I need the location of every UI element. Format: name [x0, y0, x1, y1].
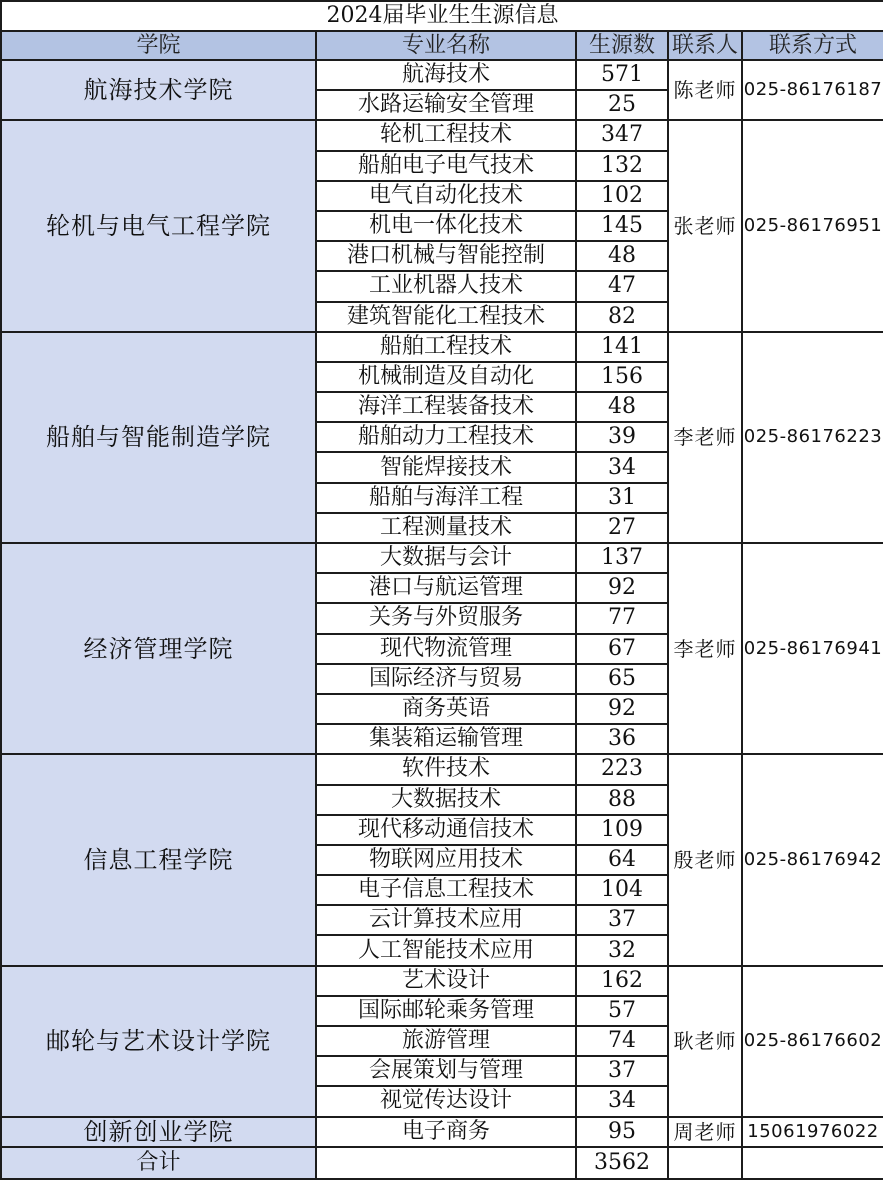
count-cell: 95	[576, 1117, 668, 1147]
count-cell: 104	[576, 875, 668, 905]
college-cell: 信息工程学院	[1, 754, 316, 965]
count-cell: 145	[576, 211, 668, 241]
table-row	[1, 1117, 883, 1147]
total-count: 3562	[576, 1147, 668, 1179]
major-cell: 大数据与会计	[316, 543, 576, 573]
count-cell: 137	[576, 543, 668, 573]
table-body	[1, 1, 883, 1179]
phone-cell: 025-86176602	[742, 966, 883, 1117]
count-cell: 141	[576, 332, 668, 362]
major-cell: 工业机器人技术	[316, 271, 576, 301]
major-cell: 国际邮轮乘务管理	[316, 996, 576, 1026]
major-cell: 人工智能技术应用	[316, 935, 576, 965]
count-cell: 109	[576, 815, 668, 845]
count-cell: 82	[576, 302, 668, 332]
phone-cell: 025-86176187	[742, 60, 883, 120]
major-cell: 会展策划与管理	[316, 1056, 576, 1086]
total-major-empty	[316, 1147, 576, 1179]
count-cell: 37	[576, 1056, 668, 1086]
college-cell: 经济管理学院	[1, 543, 316, 754]
contact-cell: 李老师	[668, 543, 742, 754]
major-cell: 国际经济与贸易	[316, 664, 576, 694]
college-cell: 创新创业学院	[1, 1117, 316, 1147]
table-title: 2024届毕业生生源信息	[1, 1, 883, 31]
count-cell: 162	[576, 966, 668, 996]
major-cell: 水路运输安全管理	[316, 90, 576, 120]
table-row	[1, 332, 883, 362]
phone-cell: 025-86176951	[742, 120, 883, 331]
major-cell: 商务英语	[316, 694, 576, 724]
count-cell: 102	[576, 181, 668, 211]
table-row	[1, 120, 883, 150]
table-row	[1, 966, 883, 996]
major-cell: 轮机工程技术	[316, 120, 576, 150]
count-cell: 48	[576, 241, 668, 271]
count-cell: 32	[576, 935, 668, 965]
major-cell: 船舶工程技术	[316, 332, 576, 362]
contact-cell: 殷老师	[668, 754, 742, 965]
count-cell: 39	[576, 422, 668, 452]
header-contact: 联系人	[668, 31, 742, 60]
count-cell: 65	[576, 664, 668, 694]
count-cell: 25	[576, 90, 668, 120]
major-cell: 海洋工程装备技术	[316, 392, 576, 422]
major-cell: 关务与外贸服务	[316, 603, 576, 633]
major-cell: 电气自动化技术	[316, 181, 576, 211]
college-cell: 航海技术学院	[1, 60, 316, 120]
count-cell: 37	[576, 905, 668, 935]
major-cell: 集装箱运输管理	[316, 724, 576, 754]
count-cell: 57	[576, 996, 668, 1026]
count-cell: 74	[576, 1026, 668, 1056]
table-row	[1, 60, 883, 90]
major-cell: 大数据技术	[316, 785, 576, 815]
contact-cell: 周老师	[668, 1117, 742, 1147]
table-row	[1, 754, 883, 784]
major-cell: 电子商务	[316, 1117, 576, 1147]
count-cell: 132	[576, 151, 668, 181]
header-phone: 联系方式	[742, 31, 883, 60]
count-cell: 36	[576, 724, 668, 754]
count-cell: 92	[576, 573, 668, 603]
count-cell: 67	[576, 634, 668, 664]
total-phone-empty	[742, 1147, 883, 1179]
header-count: 生源数	[576, 31, 668, 60]
major-cell: 工程测量技术	[316, 513, 576, 543]
major-cell: 港口与航运管理	[316, 573, 576, 603]
college-cell: 船舶与智能制造学院	[1, 332, 316, 543]
major-cell: 现代移动通信技术	[316, 815, 576, 845]
count-cell: 34	[576, 452, 668, 482]
contact-cell: 耿老师	[668, 966, 742, 1117]
total-row	[1, 1147, 883, 1179]
major-cell: 软件技术	[316, 754, 576, 784]
header-college: 学院	[1, 31, 316, 60]
count-cell: 92	[576, 694, 668, 724]
major-cell: 机械制造及自动化	[316, 362, 576, 392]
count-cell: 571	[576, 60, 668, 90]
phone-cell: 025-86176223	[742, 332, 883, 543]
college-cell: 轮机与电气工程学院	[1, 120, 316, 331]
major-cell: 航海技术	[316, 60, 576, 90]
count-cell: 347	[576, 120, 668, 150]
total-contact-empty	[668, 1147, 742, 1179]
header-row	[1, 31, 883, 60]
count-cell: 156	[576, 362, 668, 392]
count-cell: 88	[576, 785, 668, 815]
college-cell: 邮轮与艺术设计学院	[1, 966, 316, 1117]
phone-cell: 025-86176942	[742, 754, 883, 965]
title-row	[1, 1, 883, 31]
count-cell: 77	[576, 603, 668, 633]
header-major: 专业名称	[316, 31, 576, 60]
table-row	[1, 543, 883, 573]
major-cell: 现代物流管理	[316, 634, 576, 664]
major-cell: 港口机械与智能控制	[316, 241, 576, 271]
major-cell: 建筑智能化工程技术	[316, 302, 576, 332]
count-cell: 31	[576, 483, 668, 513]
count-cell: 27	[576, 513, 668, 543]
contact-cell: 李老师	[668, 332, 742, 543]
contact-cell: 陈老师	[668, 60, 742, 120]
major-cell: 艺术设计	[316, 966, 576, 996]
count-cell: 47	[576, 271, 668, 301]
major-cell: 船舶与海洋工程	[316, 483, 576, 513]
major-cell: 船舶电子电气技术	[316, 151, 576, 181]
count-cell: 223	[576, 754, 668, 784]
major-cell: 电子信息工程技术	[316, 875, 576, 905]
major-cell: 船舶动力工程技术	[316, 422, 576, 452]
major-cell: 智能焊接技术	[316, 452, 576, 482]
count-cell: 34	[576, 1086, 668, 1116]
phone-cell: 15061976022	[742, 1117, 883, 1147]
phone-cell: 025-86176941	[742, 543, 883, 754]
total-label: 合计	[1, 1147, 316, 1179]
major-cell: 云计算技术应用	[316, 905, 576, 935]
major-cell: 视觉传达设计	[316, 1086, 576, 1116]
major-cell: 机电一体化技术	[316, 211, 576, 241]
major-cell: 旅游管理	[316, 1026, 576, 1056]
major-cell: 物联网应用技术	[316, 845, 576, 875]
contact-cell: 张老师	[668, 120, 742, 331]
count-cell: 48	[576, 392, 668, 422]
count-cell: 64	[576, 845, 668, 875]
